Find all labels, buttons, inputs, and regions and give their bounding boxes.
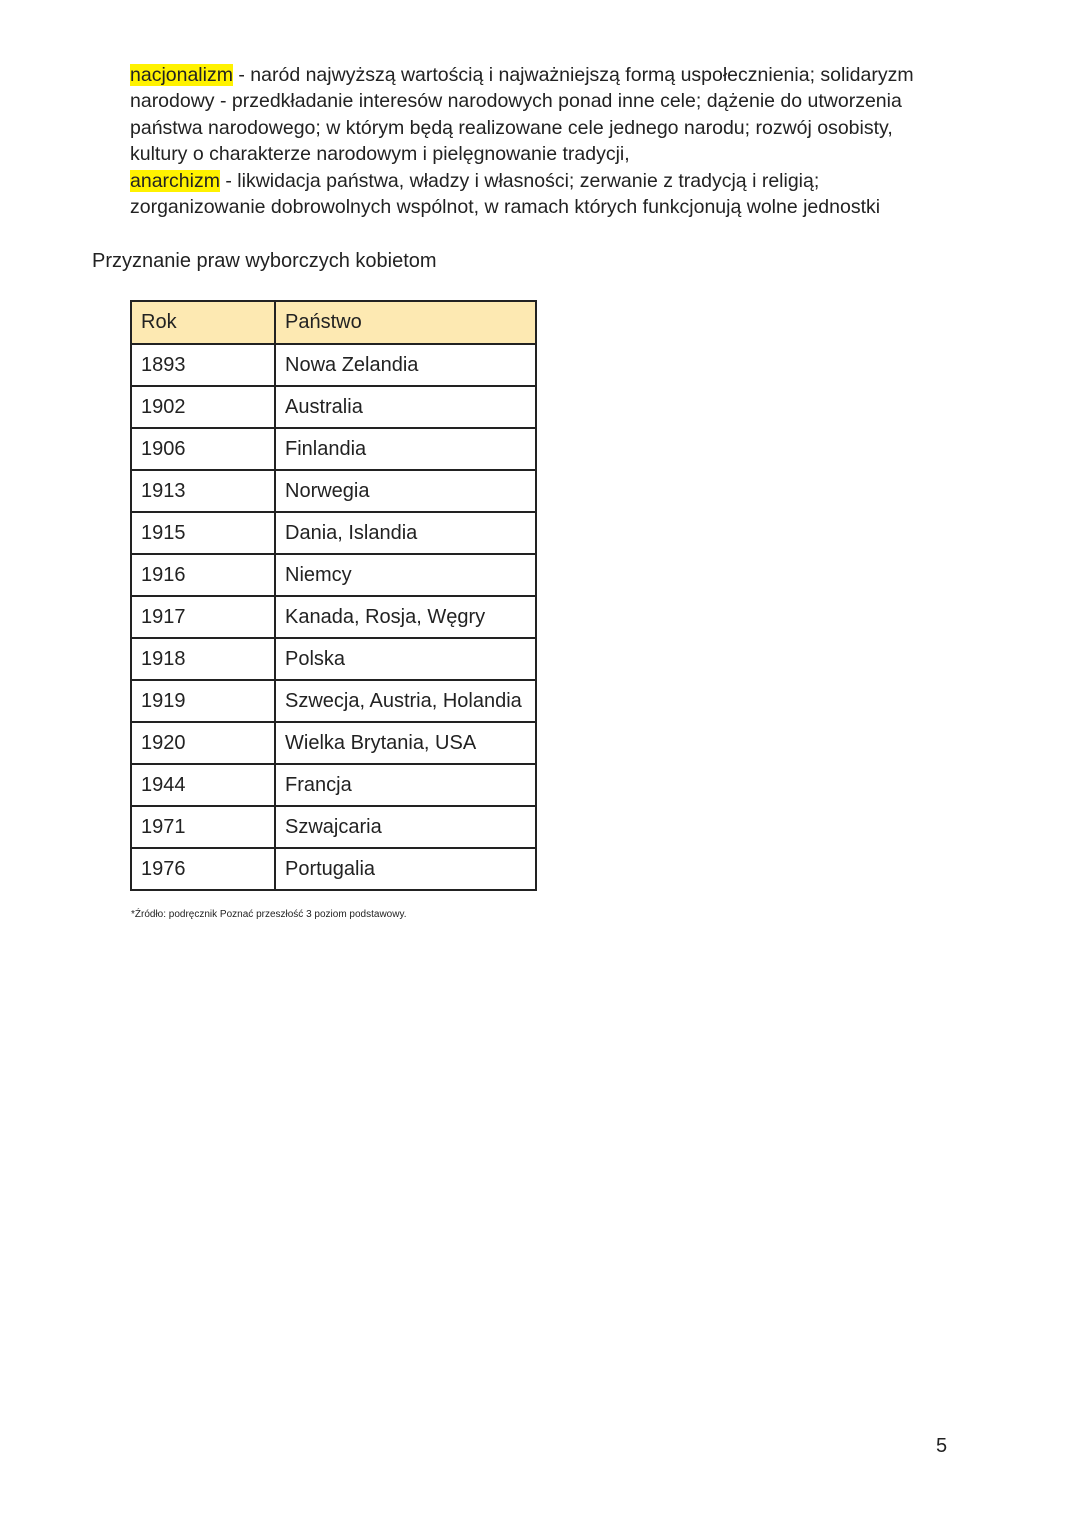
country-cell: Wielka Brytania, USA [275, 722, 536, 764]
header-year: Rok [131, 301, 275, 344]
country-cell: Niemcy [275, 554, 536, 596]
table-row [131, 680, 536, 722]
year-cell: 1893 [131, 344, 275, 386]
source-note: *Źródło: podręcznik Poznać przeszłość 3 poziom podstawowy. [131, 909, 407, 920]
table-row [131, 470, 536, 512]
table-row [131, 428, 536, 470]
country-cell: Szwecja, Austria, Holandia [275, 680, 536, 722]
year-cell: 1902 [131, 386, 275, 428]
year-cell: 1971 [131, 806, 275, 848]
table-row [131, 806, 536, 848]
country-cell: Francja [275, 764, 536, 806]
table-header-row [131, 301, 536, 344]
country-cell: Norwegia [275, 470, 536, 512]
definition-line: zorganizowanie dobrowolnych wspólnot, w ramach których funkcjonują wolne jednostki [130, 196, 881, 219]
suffrage-table [130, 300, 537, 891]
definition-line [130, 168, 990, 194]
year-cell: 1919 [131, 680, 275, 722]
country-cell: Dania, Islandia [275, 512, 536, 554]
country-cell: Australia [275, 386, 536, 428]
country-cell: Kanada, Rosja, Węgry [275, 596, 536, 638]
highlighted-term: nacjonalizm [130, 64, 233, 86]
year-cell: 1918 [131, 638, 275, 680]
year-cell: 1920 [131, 722, 275, 764]
table-row [131, 848, 536, 890]
definition-line: kultury o charakterze narodowym i pielęgnowanie tradycji, [130, 143, 630, 166]
page-number: 5 [936, 1435, 948, 1457]
table-row [131, 344, 536, 386]
definition-text: - likwidacja państwa, władzy i własności; zerwanie z tradycją i religią; [219, 169, 820, 192]
year-cell: 1916 [131, 554, 275, 596]
table-row [131, 722, 536, 764]
table-row [131, 638, 536, 680]
table-row [131, 764, 536, 806]
definitions-block [130, 62, 990, 220]
year-cell: 1976 [131, 848, 275, 890]
highlighted-term: anarchizm [130, 169, 220, 192]
year-cell: 1944 [131, 764, 275, 806]
country-cell: Portugalia [275, 848, 536, 890]
definition-line: narodowy - przedkładanie interesów narodowych ponad inne cele; dążenie do utworzenia [130, 90, 902, 113]
table-body [131, 344, 536, 890]
definition-line [130, 62, 990, 88]
table-row [131, 554, 536, 596]
definition-line: państwa narodowego; w którym będą realizowane cele jednego narodu; rozwój osobisty, [130, 116, 893, 139]
year-cell: 1906 [131, 428, 275, 470]
country-cell: Nowa Zelandia [275, 344, 536, 386]
header-country: Państwo [275, 301, 536, 344]
year-cell: 1915 [131, 512, 275, 554]
table-row [131, 512, 536, 554]
country-cell: Polska [275, 638, 536, 680]
table-row [131, 596, 536, 638]
table-row [131, 386, 536, 428]
definition-text: - naród najwyższą wartością i najważniejszą formą uspołecznienia; solidaryzm [232, 64, 914, 86]
year-cell: 1917 [131, 596, 275, 638]
year-cell: 1913 [131, 470, 275, 512]
country-cell: Szwajcaria [275, 806, 536, 848]
section-title: Przyznanie praw wyborczych kobietom [92, 250, 437, 272]
country-cell: Finlandia [275, 428, 536, 470]
